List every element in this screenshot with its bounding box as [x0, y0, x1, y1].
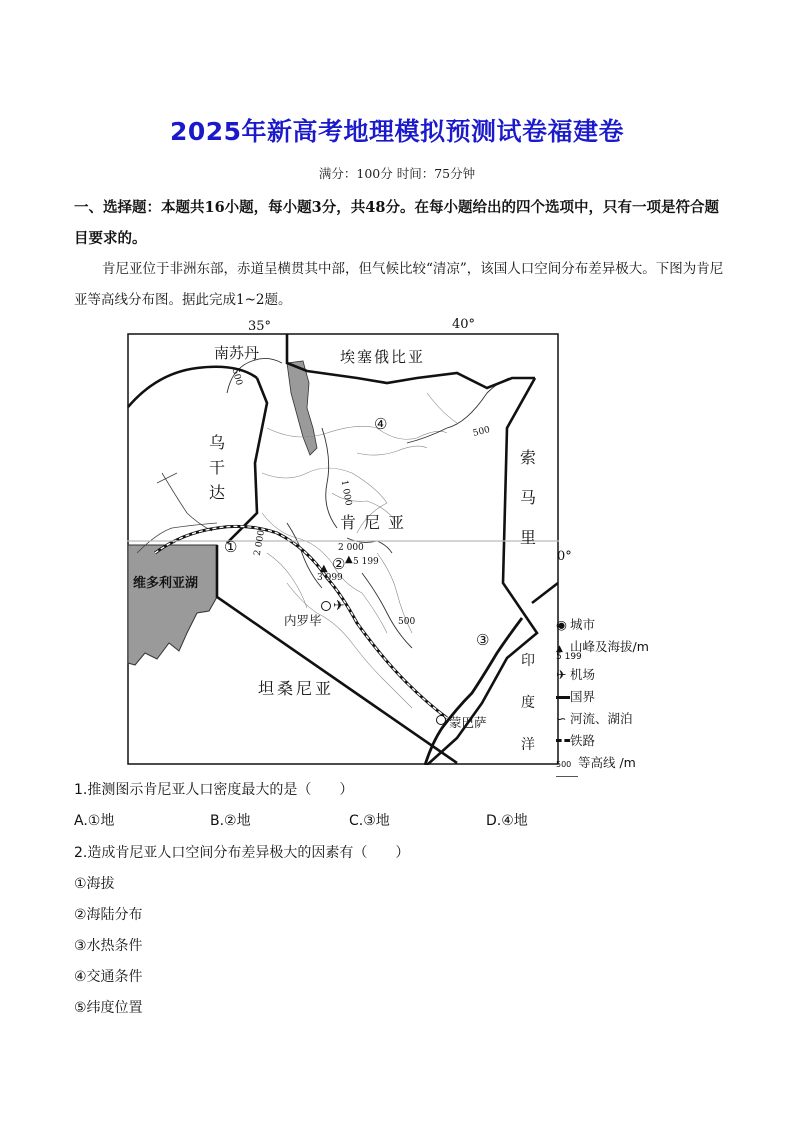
city-nairobi: 内罗毕 [284, 613, 322, 628]
legend-peak [556, 636, 649, 660]
somalia-char-3: 里 [519, 528, 536, 547]
question-1-option-d[interactable]: D.④地 [486, 813, 528, 829]
uganda-char-3: 达 [208, 483, 225, 502]
country-ethiopia: 埃塞俄比亚 [340, 348, 426, 366]
peak-legend-icon: ▲ [556, 644, 563, 654]
uganda-char-2: 干 [208, 458, 225, 477]
point-3: ③ [476, 631, 490, 649]
contour-label-2000-c: 2 000 [338, 543, 364, 553]
point-2: ② [332, 555, 346, 573]
question-2-item-3: ③水热条件 [74, 938, 143, 954]
ocean-char-1: 印 [521, 653, 535, 669]
somalia-char-1: 索 [519, 448, 536, 467]
ocean-char-3: 洋 [521, 737, 535, 753]
city-icon: ◉ [556, 617, 567, 632]
legend-contour [556, 752, 649, 777]
question-1-option-c[interactable]: C.③地 [349, 813, 390, 829]
legend-railway [556, 730, 649, 752]
country-tanzania: 坦桑尼亚 [258, 679, 335, 698]
airport-legend-icon: ✈ [556, 667, 567, 682]
contour-label-1000: 1 000 [338, 479, 354, 507]
legend-city-label: 城市 [570, 617, 596, 632]
question-1-options [74, 810, 634, 830]
page-title: 2025年新高考地理模拟预测试卷福建卷 [169, 117, 625, 146]
longitude-label-40: 40° [452, 317, 476, 332]
peak-value-kenya: 5 199 [353, 557, 379, 567]
latitude-label-0: 0° [557, 549, 572, 564]
peak-icon-2: ▲ [320, 563, 328, 574]
kenya-contour-map [127, 333, 559, 765]
contour-label-500-se: 500 [398, 617, 416, 627]
legend-airport-label: 机场 [570, 667, 596, 682]
longitude-label-35: 35° [248, 319, 272, 334]
question-2-item-1: ①海拔 [74, 876, 115, 892]
contour-label-500-ne: 500 [471, 424, 492, 440]
legend-border [556, 686, 649, 708]
airport-icon: ✈ [333, 598, 345, 614]
contour-icon: 500 [556, 754, 578, 777]
uganda-char-1: 乌 [208, 433, 225, 452]
contour-label-2000-w: 2 000 [252, 529, 268, 557]
legend-contour-label: 等高线 /m [578, 755, 636, 770]
country-kenya: 肯尼亚 [340, 513, 413, 532]
peak-value-aberdare: 3 999 [317, 573, 343, 583]
legend-river [556, 708, 649, 730]
river-lake-icon: ∽ [556, 711, 567, 726]
legend-city [556, 614, 649, 636]
legend-airport [556, 664, 649, 686]
country-south-sudan: 南苏丹 [214, 344, 260, 362]
section-heading: 一、选择题：本题共16小题，每小题3分，共48分。在每小题给出的四个选项中，只有一项是符合题目要求的。 [74, 199, 719, 247]
legend-railway-label: 铁路 [570, 733, 596, 748]
map-legend [556, 614, 649, 777]
question-1-option-b[interactable]: B.②地 [210, 813, 251, 829]
peak-icon: ▲ [345, 554, 353, 565]
city-mombasa: 蒙巴萨 [449, 715, 487, 730]
question-2-stem-text: 2.造成肯尼亚人口空间分布差异极大的因素有（ ） [74, 845, 410, 861]
exam-meta: 满分：100分 时间：75分钟 [318, 166, 476, 181]
question-1-stem: 1.推测图示肯尼亚人口密度最大的是（ ） [74, 782, 354, 798]
question-2-item-5: ⑤纬度位置 [74, 1000, 143, 1016]
point-4: ④ [374, 415, 388, 433]
intro-paragraph: 肯尼亚位于非洲东部，赤道呈横贯其中部，但气候比较“清凉”，该国人口空间分布差异极大。下图为肯尼亚等高线分布图。据此完成1~2题。 [74, 261, 724, 308]
legend-peak-sample: 5 199 [556, 652, 582, 662]
legend-river-label: 河流、湖泊 [570, 711, 633, 726]
question-2-item-4: ④交通条件 [74, 969, 143, 985]
ocean-char-2: 度 [521, 695, 535, 711]
legend-peak-label: 山峰及海拔/m [570, 639, 649, 654]
somalia-char-2: 马 [519, 488, 536, 507]
contour-label-500-nw: 500 [229, 367, 244, 387]
point-1: ① [224, 538, 238, 556]
lake-victoria-label: 维多利亚湖 [133, 576, 199, 591]
question-1-option-a[interactable]: A.①地 [74, 813, 115, 829]
question-2-item-2: ②海陆分布 [74, 907, 143, 923]
legend-border-label: 国界 [570, 689, 596, 704]
